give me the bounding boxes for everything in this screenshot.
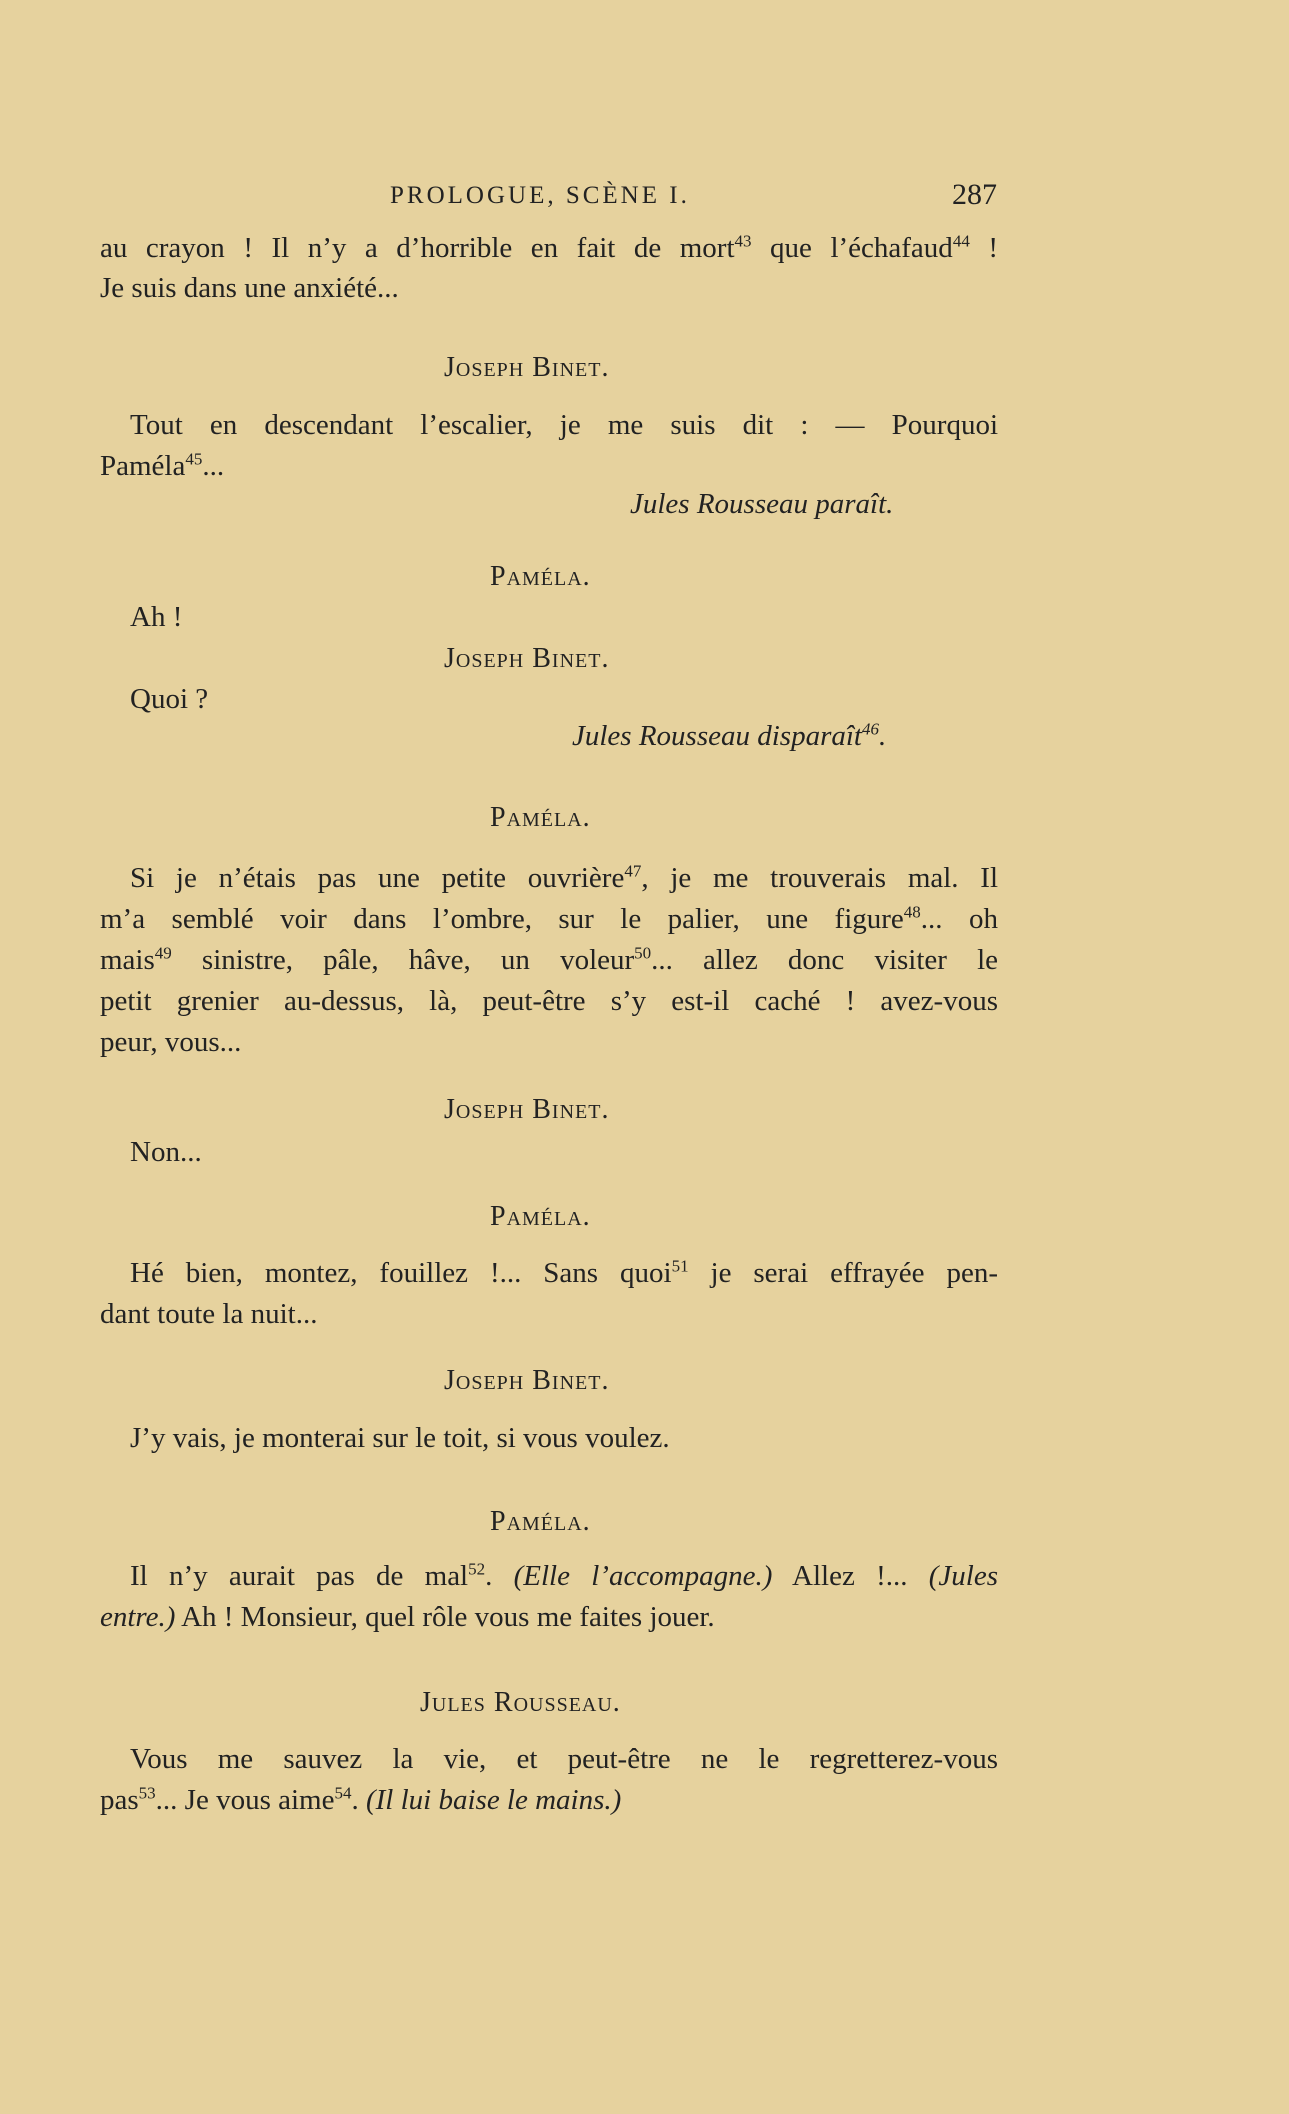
- text-line: Quoi ?: [130, 683, 209, 715]
- footnote-ref: 51: [671, 1256, 689, 1276]
- text-line: petit grenier au-dessus, là, peut-être s’y est-il caché ! avez-vous: [100, 985, 998, 1017]
- running-title: PROLOGUE, SCÈNE I.: [390, 182, 690, 209]
- speaker-name: Jules Rousseau.: [420, 1687, 621, 1718]
- footnote-ref: 53: [138, 1783, 156, 1803]
- page-number: 287: [952, 178, 997, 211]
- footnote-ref: 43: [734, 231, 752, 251]
- text-line: Si je n’étais pas une petite ouvrière$^{47}$, je me trouverais mal. Il: [130, 861, 998, 894]
- text-line: mais$^{49}$ sinistre, pâle, hâve, un voleur$^{50}$... allez donc visiter le: [100, 943, 998, 976]
- speaker-name: Joseph Binet.: [444, 643, 610, 674]
- text-line: m’a semblé voir dans l’ombre, sur le palier, une figure$^{48}$... oh: [100, 902, 998, 935]
- text-line: Ah !: [130, 601, 183, 633]
- text-line: J’y vais, je monterai sur le toit, si vous voulez.: [130, 1422, 670, 1454]
- footnote-ref: 50: [634, 943, 652, 963]
- stage-direction: Jules Rousseau paraît.: [630, 488, 894, 520]
- footnote-ref: 44: [952, 231, 970, 251]
- speaker-name: Paméla.: [490, 1506, 591, 1537]
- text-line: dant toute la nuit...: [100, 1298, 318, 1330]
- footnote-ref: 49: [154, 943, 172, 963]
- footnote-ref: 46: [862, 719, 879, 739]
- footnote-ref: 52: [468, 1559, 486, 1579]
- footnote-ref: 45: [185, 449, 203, 469]
- text-line: Paméla$^{45}$...: [100, 449, 225, 482]
- text-line: Hé bien, montez, fouillez !... Sans quoi$^{51}$ je serai effrayée pen-: [130, 1256, 998, 1289]
- text-line: Je suis dans une anxiété...: [100, 272, 399, 304]
- text-line: pas$^{53}$... Je vous aime$^{54}$. (Il lui baise le mains.): [100, 1783, 622, 1816]
- speaker-name: Paméla.: [490, 1201, 591, 1232]
- speaker-name: Paméla.: [490, 561, 591, 592]
- speaker-name: Paméla.: [490, 802, 591, 833]
- speaker-name: Joseph Binet.: [444, 1365, 610, 1396]
- text-line: Tout en descendant l’escalier, je me suis dit : — Pourquoi: [130, 409, 998, 441]
- stage-direction: Jules Rousseau disparaît$^{46}$.: [572, 719, 887, 752]
- footnote-ref: 48: [903, 902, 921, 922]
- text-line: entre.) Ah ! Monsieur, quel rôle vous me faites jouer.: [100, 1601, 715, 1633]
- speaker-name: Joseph Binet.: [444, 1094, 610, 1125]
- speaker-name: Joseph Binet.: [444, 352, 610, 383]
- text-line: Il n’y aurait pas de mal$^{52}$. (Elle l’accompagne.) Allez !... (Jules: [130, 1559, 998, 1592]
- footnote-ref: 54: [334, 1783, 352, 1803]
- footnote-ref: 47: [624, 861, 642, 881]
- text-line: Vous me sauvez la vie, et peut-être ne le regretterez-vous: [130, 1743, 998, 1775]
- text-line: peur, vous...: [100, 1026, 242, 1058]
- text-line: Non...: [130, 1136, 202, 1168]
- text-line: au crayon ! Il n’y a d’horrible en fait de mort$^{43}$ que l’échafaud$^{44}$ !: [100, 231, 998, 264]
